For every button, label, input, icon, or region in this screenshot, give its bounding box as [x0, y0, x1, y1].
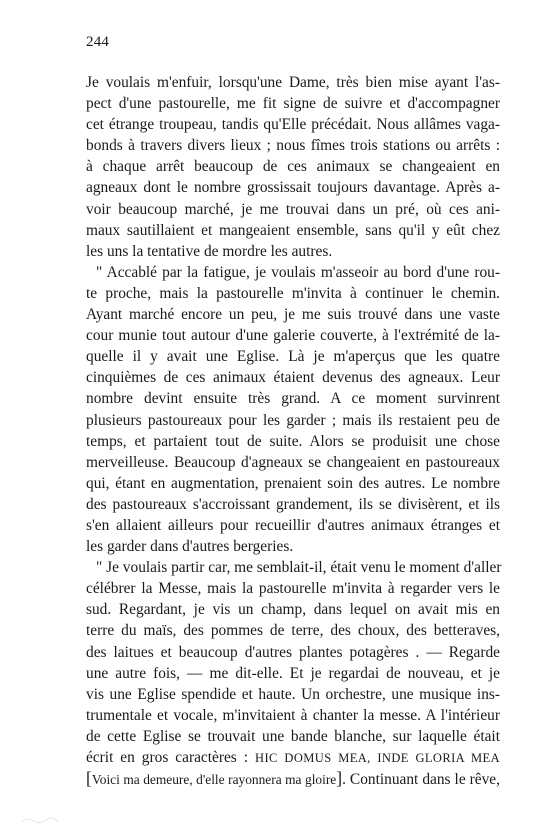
- open-bracket: [: [86, 768, 92, 789]
- text-line: Je voulais m'enfuir, lorsqu'une Dame, très bien mise ayant l'as-: [86, 74, 500, 91]
- text-line: merveilleuse. Beaucoup d'agneaux se changeaient en pastoureaux: [86, 453, 500, 471]
- text-line: agneaux dont le nombre grossissait toujours davantage. Après a-: [86, 179, 500, 197]
- translation-trail: . Continuant dans le rêve,: [342, 771, 500, 789]
- text-line: Ayant marché encore un peu, je me suis trouvé dans une vaste: [86, 306, 500, 324]
- close-bracket: ]: [336, 768, 343, 789]
- text-line: les garder dans d'autres bergeries.: [86, 538, 294, 556]
- text-line: sud. Regardant, je vis un champ, dans lequel on avait mis en: [86, 601, 500, 619]
- page-number: 244: [86, 34, 110, 50]
- text-line: maux sautillaient et mangeaient ensemble, sans qu'il y eût chez: [86, 221, 500, 239]
- text-line-translation: [86, 768, 500, 789]
- text-line: vis une Eglise spendide et haute. Un orchestre, une musique ins-: [86, 685, 500, 703]
- text-line: quelle il y avait une Eglise. Là je m'aperçus que les quatre: [86, 348, 500, 366]
- text-line: cour munie tout autour d'une galerie couverte, à l'extrémité de la-: [86, 327, 500, 345]
- text-line: des laitues et beaucoup d'autres plantes potagères . — Regarde: [86, 643, 500, 661]
- text-line: terre du maïs, des pommes de terre, des choux, des betteraves,: [86, 622, 500, 640]
- text-line: " Je voulais partir car, me semblait-il, était venu le moment d'aller: [96, 559, 502, 577]
- text-line: bonds à travers divers lieux ; nous fîmes trois stations ou arrêts :: [86, 137, 500, 155]
- text-line: plusieurs pastoureaux pour les garder ; mais ils restaient peu de: [86, 411, 500, 429]
- text-line-inscription: [86, 747, 500, 768]
- body-text: [86, 72, 500, 789]
- latin-inscription: HIC DOMUS MEA, INDE GLORIA MEA: [255, 751, 500, 765]
- text-line: cinquièmes de ces animaux étaient devenus des agneaux. Leur: [86, 369, 500, 387]
- text-line: " Accablé par la fatigue, je voulais m'asseoir au bord d'une rou-: [96, 263, 500, 281]
- text-line: qui, étant en augmentation, prenaient soin des autres. Le nombre: [86, 474, 500, 492]
- text-line: pect d'une pastourelle, me fit signe de suivre et d'accompagner: [86, 95, 500, 113]
- text-line: nombre devint ensuite très grand. A ce moment survinrent: [86, 390, 500, 408]
- text-line: temps, et partaient tout de suite. Alors se produisit une chose: [86, 432, 500, 450]
- text-line: s'en allaient ailleurs pour recueillir d'autres animaux étranges et: [86, 516, 500, 534]
- text-line: une autre fois, — me dit-elle. Et je regardai de nouveau, et je: [86, 664, 500, 682]
- text-line: de cette Eglise se trouvait une bande blanche, sur laquelle était: [86, 727, 500, 745]
- text-line: à chaque arrêt beaucoup de ces animaux se changeaient en: [86, 158, 500, 176]
- text-line: célébrer la Messe, mais la pastourelle m'invita à regarder vers le: [86, 580, 500, 598]
- text-line: voir beaucoup marché, je me trouvai dans un pré, où ces ani-: [86, 200, 500, 218]
- text-line: trumentale et vocale, m'invitaient à chanter la messe. A l'intérieur: [86, 706, 500, 724]
- scan-artifact: [20, 814, 60, 824]
- inscription-lead: écrit en gros caractères :: [86, 749, 256, 766]
- text-line: des pastoureaux s'accroissant grandement, ils se divisèrent, et ils: [86, 495, 500, 513]
- text-line: te proche, mais la pastourelle m'invita à continuer le chemin.: [86, 284, 500, 302]
- text-line: cet étrange troupeau, tandis qu'Elle précédait. Nous allâmes vaga-: [86, 116, 500, 134]
- inscription-translation: Voici ma demeure, d'elle rayonnera ma gloire: [91, 772, 337, 788]
- text-line: les uns la tentative de mordre les autres.: [86, 242, 333, 260]
